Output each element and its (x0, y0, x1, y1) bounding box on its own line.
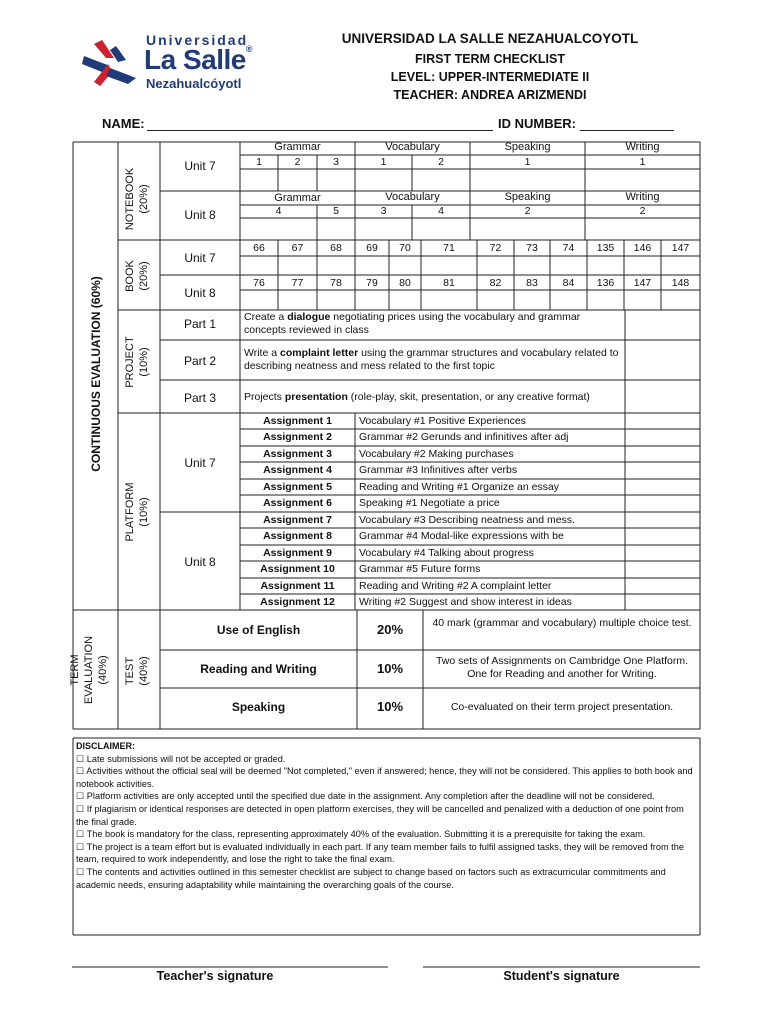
nb-u8-header-grammar: Grammar (274, 192, 321, 204)
project-part3-desc (244, 391, 624, 404)
book-page-cell: 147 (633, 277, 652, 289)
term-speaking-desc: Co-evaluated on their term project presentation. (450, 701, 674, 713)
disclaimer-item: ☐ The contents and activities outlined in this semester checklist are subject to change based on factors such as extracurricular commitments and academic needs, ensuring adaptability while maintaining the overarching goals of the course. (76, 866, 666, 890)
nb-u8-header-speaking: Speaking (504, 191, 551, 203)
platform-assignment-name: Assignment 7 (263, 514, 332, 526)
nb-u8-header-vocabulary: Vocabulary (385, 191, 440, 203)
project-part3-pre: Projects (244, 391, 285, 403)
term-use-of-english-desc: 40 mark (grammar and vocabulary) multiple choice test. (432, 617, 692, 629)
term-use-of-english-label: Use of English (216, 623, 301, 637)
book-page-cell: 81 (443, 277, 455, 289)
platform-assignment-name: Assignment 11 (260, 580, 335, 592)
nb-u8-num: 4 (438, 205, 444, 217)
nb-u8-num: 2 (639, 205, 646, 217)
book-page-cell: 84 (562, 277, 575, 289)
platform-unit8-label: Unit 8 (184, 555, 216, 569)
nb-u7-header-grammar: Grammar (274, 141, 321, 153)
nb-u7-num: 2 (294, 156, 301, 168)
platform-assignment-desc: Writing #2 Suggest and show interest in ideas (359, 596, 572, 608)
project-part1-pre: Create a (244, 311, 288, 323)
header-university: UNIVERSIDAD LA SALLE NEZAHUALCOYOTL (341, 31, 639, 46)
logo-text-la-salle-main: La Salle (144, 44, 246, 75)
book-page-cell: 74 (562, 242, 575, 254)
disclaimer-list (76, 753, 696, 892)
nb-u8-num: 3 (380, 205, 387, 217)
project-part2-bold: complaint letter (279, 347, 359, 359)
book-page-cell: 148 (671, 277, 690, 289)
name-label: NAME: (102, 116, 145, 131)
nb-u8-num: 5 (333, 205, 339, 217)
book-unit7-label: Unit 7 (184, 251, 216, 265)
platform-assignment-desc: Vocabulary #2 Making purchases (359, 448, 514, 460)
book-page-cell: 69 (366, 242, 378, 254)
book-page-cell: 72 (489, 242, 502, 254)
nb-u8-num: 2 (524, 205, 531, 217)
project-label: PROJECT (10%) (124, 336, 150, 388)
platform-assignment-desc: Vocabulary #1 Positive Experiences (359, 415, 526, 427)
header-level: LEVEL: UPPER-INTERMEDIATE II (390, 70, 590, 84)
continuous-evaluation-label: CONTINUOUS EVALUATION (60%) (89, 276, 103, 472)
disclaimer-item: ☐ Late submissions will not be accepted or graded. (76, 753, 286, 764)
platform-unit7-label: Unit 7 (184, 456, 216, 470)
nb-u7-num: 3 (333, 156, 339, 168)
book-page-cell: 80 (399, 277, 411, 289)
platform-assignment-desc: Speaking #1 Negotiate a price (359, 497, 500, 509)
project-part1-desc (244, 311, 622, 337)
project-part2-pre: Write a (244, 347, 280, 359)
platform-assignment-name: Assignment 5 (263, 481, 332, 493)
term-label-line3: (40%) (97, 655, 109, 685)
test-label: TEST (40%) (124, 656, 150, 686)
book-page-cell: 66 (253, 242, 265, 254)
project-part3-post: (role-play, skit, presentation, or any creative format) (347, 391, 590, 403)
id-number-label: ID NUMBER: (498, 116, 576, 131)
term-label-line2: EVALUATION (83, 635, 95, 705)
platform-assignment-name: Assignment 8 (263, 530, 332, 542)
platform-assignment-desc: Reading and Writing #2 A complaint letter (359, 580, 552, 592)
nb-u7-num: 2 (438, 156, 444, 168)
disclaimer-item: ☐ If plagiarism or identical responses are detected in open platform exercises, they will be cancelled and penalized with a deduction of one point from the final grade. (76, 803, 684, 827)
term-speaking-label: Speaking (231, 700, 286, 714)
book-page-cell: 135 (596, 242, 615, 254)
platform-assignment-name: Assignment 9 (263, 547, 332, 559)
logo-registered-mark: ® (245, 44, 252, 54)
notebook-label: NOTEBOOK (20%) (124, 167, 150, 231)
nb-u7-num: 1 (380, 156, 387, 168)
book-page-cell: 79 (366, 277, 378, 289)
book-unit8-label: Unit 8 (184, 286, 216, 300)
platform-assignment-name: Assignment 12 (260, 596, 335, 608)
book-page-cell: 76 (253, 277, 265, 289)
logo-text-nezahualcoyotl: Nezahualcóyotl (146, 76, 242, 91)
term-use-of-english-pct: 20% (376, 622, 404, 637)
book-page-cell: 68 (330, 242, 342, 254)
disclaimer-box (76, 740, 696, 891)
book-page-cell: 146 (633, 242, 652, 254)
nb-u7-header-writing: Writing (625, 141, 660, 153)
platform-label: PLATFORM (10%) (124, 482, 150, 542)
platform-assignment-name: Assignment 2 (263, 431, 332, 443)
notebook-unit7-label: Unit 7 (184, 159, 216, 173)
platform-assignment-name: Assignment 10 (260, 563, 335, 575)
nb-u7-num: 1 (256, 156, 262, 168)
platform-assignment-desc: Vocabulary #3 Describing neatness and mess. (359, 514, 575, 526)
term-evaluation-label (68, 630, 112, 710)
platform-assignment-name: Assignment 6 (263, 497, 332, 509)
term-reading-writing-desc: Two sets of Assignments on Cambridge One Platform. One for Reading and another for Writing. (435, 655, 689, 680)
nb-u7-num: 1 (524, 156, 531, 168)
book-label: BOOK (20%) (124, 260, 150, 292)
disclaimer-item: ☐ Platform activities are only accepted until the specified due date in the assignment. Any completion after the deadline will not be considered. (76, 791, 655, 802)
book-page-cell: 82 (489, 277, 502, 289)
platform-assignment-desc: Grammar #2 Gerunds and infinitives after adj (359, 431, 569, 443)
platform-assignment-desc: Grammar #3 Infinitives after verbs (359, 464, 518, 476)
nb-u8-num: 4 (275, 205, 282, 217)
nb-u7-header-speaking: Speaking (504, 141, 551, 153)
disclaimer-item: ☐ Activities without the official seal will be deemed "Not completed," even if answered; hence, they will not be considered. This applies to both book and notebook activities. (76, 766, 693, 789)
project-part1-bold: dialogue (287, 311, 331, 323)
project-part1-label: Part 1 (183, 317, 216, 331)
platform-assignment-name: Assignment 1 (263, 415, 332, 427)
project-part2-post: using the grammar structures and vocabulary related to describing neatness and mess related to the first topic (244, 347, 619, 372)
book-page-cell: 147 (671, 242, 690, 254)
student-signature-label: Student's signature (503, 969, 620, 983)
book-page-cell: 71 (443, 242, 455, 254)
term-label-line1: TERM (69, 654, 81, 686)
project-part1-post: negotiating prices using the vocabulary and grammar concepts reviewed in class (244, 311, 581, 336)
notebook-unit8-label: Unit 8 (184, 208, 216, 222)
disclaimer-item: ☐ The project is a team effort but is evaluated individually in each part. If any team member fails to fulfil assigned tasks, they will be removed from the team, required to work independently, and lose the right to take the final exam. (76, 841, 684, 865)
platform-assignment-name: Assignment 3 (263, 448, 332, 460)
book-page-cell: 136 (596, 277, 615, 289)
book-page-cell: 73 (526, 242, 538, 254)
disclaimer-item: ☐ The book is mandatory for the class, representing approximately 40% of the evaluation. Submitting it is a prerequisite for taking the exam. (76, 829, 646, 840)
term-reading-writing-label: Reading and Writing (200, 662, 317, 676)
header-teacher: TEACHER: ANDREA ARIZMENDI (393, 88, 587, 102)
nb-u7-num: 1 (639, 156, 646, 168)
nb-u7-header-vocabulary: Vocabulary (385, 141, 440, 153)
project-part3-label: Part 3 (183, 391, 216, 405)
term-speaking-pct: 10% (376, 699, 404, 714)
platform-assignment-desc: Vocabulary #4 Talking about progress (359, 547, 534, 559)
book-page-cell: 70 (399, 242, 411, 254)
disclaimer-title: DISCLAIMER: (76, 741, 135, 751)
book-page-cell: 67 (291, 242, 304, 254)
teacher-signature-label: Teacher's signature (156, 969, 274, 983)
project-part2-desc (244, 347, 622, 373)
project-part2-label: Part 2 (183, 354, 216, 368)
term-reading-writing-pct: 10% (376, 661, 404, 676)
header-checklist: FIRST TERM CHECKLIST (415, 52, 565, 66)
platform-assignment-desc: Grammar #4 Modal-like expressions with be (359, 530, 564, 542)
platform-assignment-name: Assignment 4 (263, 464, 332, 476)
platform-assignment-desc: Grammar #5 Future forms (359, 563, 481, 575)
platform-assignment-desc: Reading and Writing #1 Organize an essay (359, 481, 560, 493)
book-page-cell: 78 (330, 277, 342, 289)
book-page-cell: 77 (291, 277, 304, 289)
nb-u8-header-writing: Writing (625, 191, 660, 203)
book-page-cell: 83 (526, 277, 538, 289)
project-part3-bold: presentation (284, 391, 348, 403)
logo-text-universidad: Universidad (146, 32, 249, 48)
